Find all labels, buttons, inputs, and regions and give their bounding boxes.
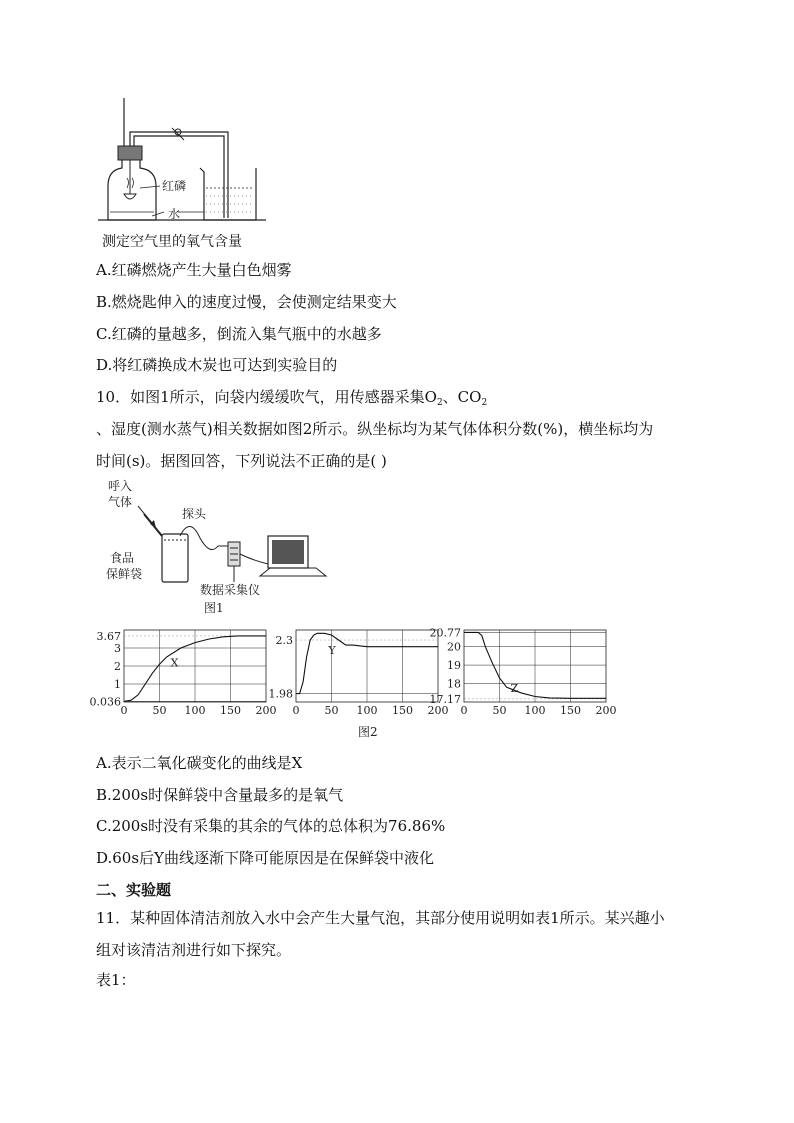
figure2-charts [89,624,626,754]
y-tick-label: 20 [447,640,461,654]
breath-in-label: 呼入 [108,479,133,493]
y-tick-label: 19 [447,659,461,673]
q10-option-d: D.60s后Y曲线逐渐下降可能原因是在保鲜袋中液化 [96,849,434,867]
y-tick-label: 3.67 [96,629,121,643]
x-tick-label: 100 [356,704,378,717]
y-tick-label: 2 [114,660,121,673]
series-label: Z [510,682,519,696]
y-tick-label: 1.98 [268,687,293,701]
food-bag-label-2: 保鲜袋 [106,567,143,581]
food-bag-label-1: 食品 [110,551,135,565]
y-tick-label: 3 [114,642,121,655]
x-tick-label: 200 [255,704,277,717]
q9-option-a: A.红磷燃烧产生大量白色烟雾 [96,261,292,279]
x-tick-label: 200 [427,704,449,717]
gas-label: 气体 [108,495,133,509]
x-tick-label: 0 [292,704,300,717]
figure2-caption: 图2 [358,725,378,739]
chart-y-humidity [269,630,449,717]
water-label: 水 [168,207,181,221]
red-phosphorus-label: 红磷 [162,179,187,193]
q10-line3: 时间(s)。据图回答，下列说法不正确的是( ) [96,452,387,470]
q10-option-c: C.200s时没有采集的其余的气体的总体积为76.86% [96,817,446,835]
chart-x-co2 [90,630,277,717]
q11-line3: 表1： [96,971,136,989]
series-label: Y [328,644,336,658]
x-tick-label: 100 [524,704,546,717]
x-tick-label: 100 [184,704,206,717]
chart-z-oxygen [427,626,617,717]
y-tick-label: 0.036 [89,695,121,709]
q11-line1: 11．某种固体清洁剂放入水中会产生大量气泡，其部分使用说明如表1所示。某兴趣小 [96,909,665,927]
q9-option-b: B.燃烧匙伸入的速度过慢，会使测定结果变大 [96,293,397,311]
series-label: X [170,656,179,670]
q11-line2: 组对该清洁剂进行如下探究。 [96,941,292,959]
y-tick-label: 17.17 [429,692,461,706]
y-tick-label: 1 [114,678,121,691]
y-tick-label: 2.3 [275,634,293,648]
figure1-caption: 图1 [204,601,224,615]
probe-label: 探头 [182,507,207,521]
section2-heading: 二、实验题 [96,881,172,899]
x-tick-label: 50 [492,704,507,717]
q9-option-c: C.红磷的量越多，倒流入集气瓶中的水越多 [96,325,382,343]
y-tick-label: 18 [447,677,461,691]
q10-option-b: B.200s时保鲜袋中含量最多的是氧气 [96,786,344,804]
y-tick-label: 20.77 [429,626,461,640]
x-tick-label: 150 [220,704,241,717]
q10-line2: 、湿度(测水蒸气)相关数据如图2所示。纵坐标均为某气体体积分数(%)，横坐标均为 [96,420,654,438]
q9-option-d: D.将红磷换成木炭也可达到实验目的 [96,356,338,374]
x-tick-label: 50 [152,704,167,717]
x-tick-label: 150 [560,704,581,717]
x-tick-label: 0 [460,704,468,717]
x-tick-label: 200 [595,704,617,717]
q10-option-a: A.表示二氧化碳变化的曲线是X [96,754,303,772]
q10-line1: 10．如图1所示，向袋内缓缓吹气，用传感器采集$O_2$、$CO_2$ [96,388,488,408]
figure1-setup [100,476,340,616]
x-tick-label: 50 [324,704,339,717]
apparatus-caption: 测定空气里的氧气含量 [102,234,242,250]
x-tick-label: 150 [392,704,413,717]
x-tick-label: 0 [120,704,128,717]
collector-label: 数据采集仪 [200,583,261,597]
